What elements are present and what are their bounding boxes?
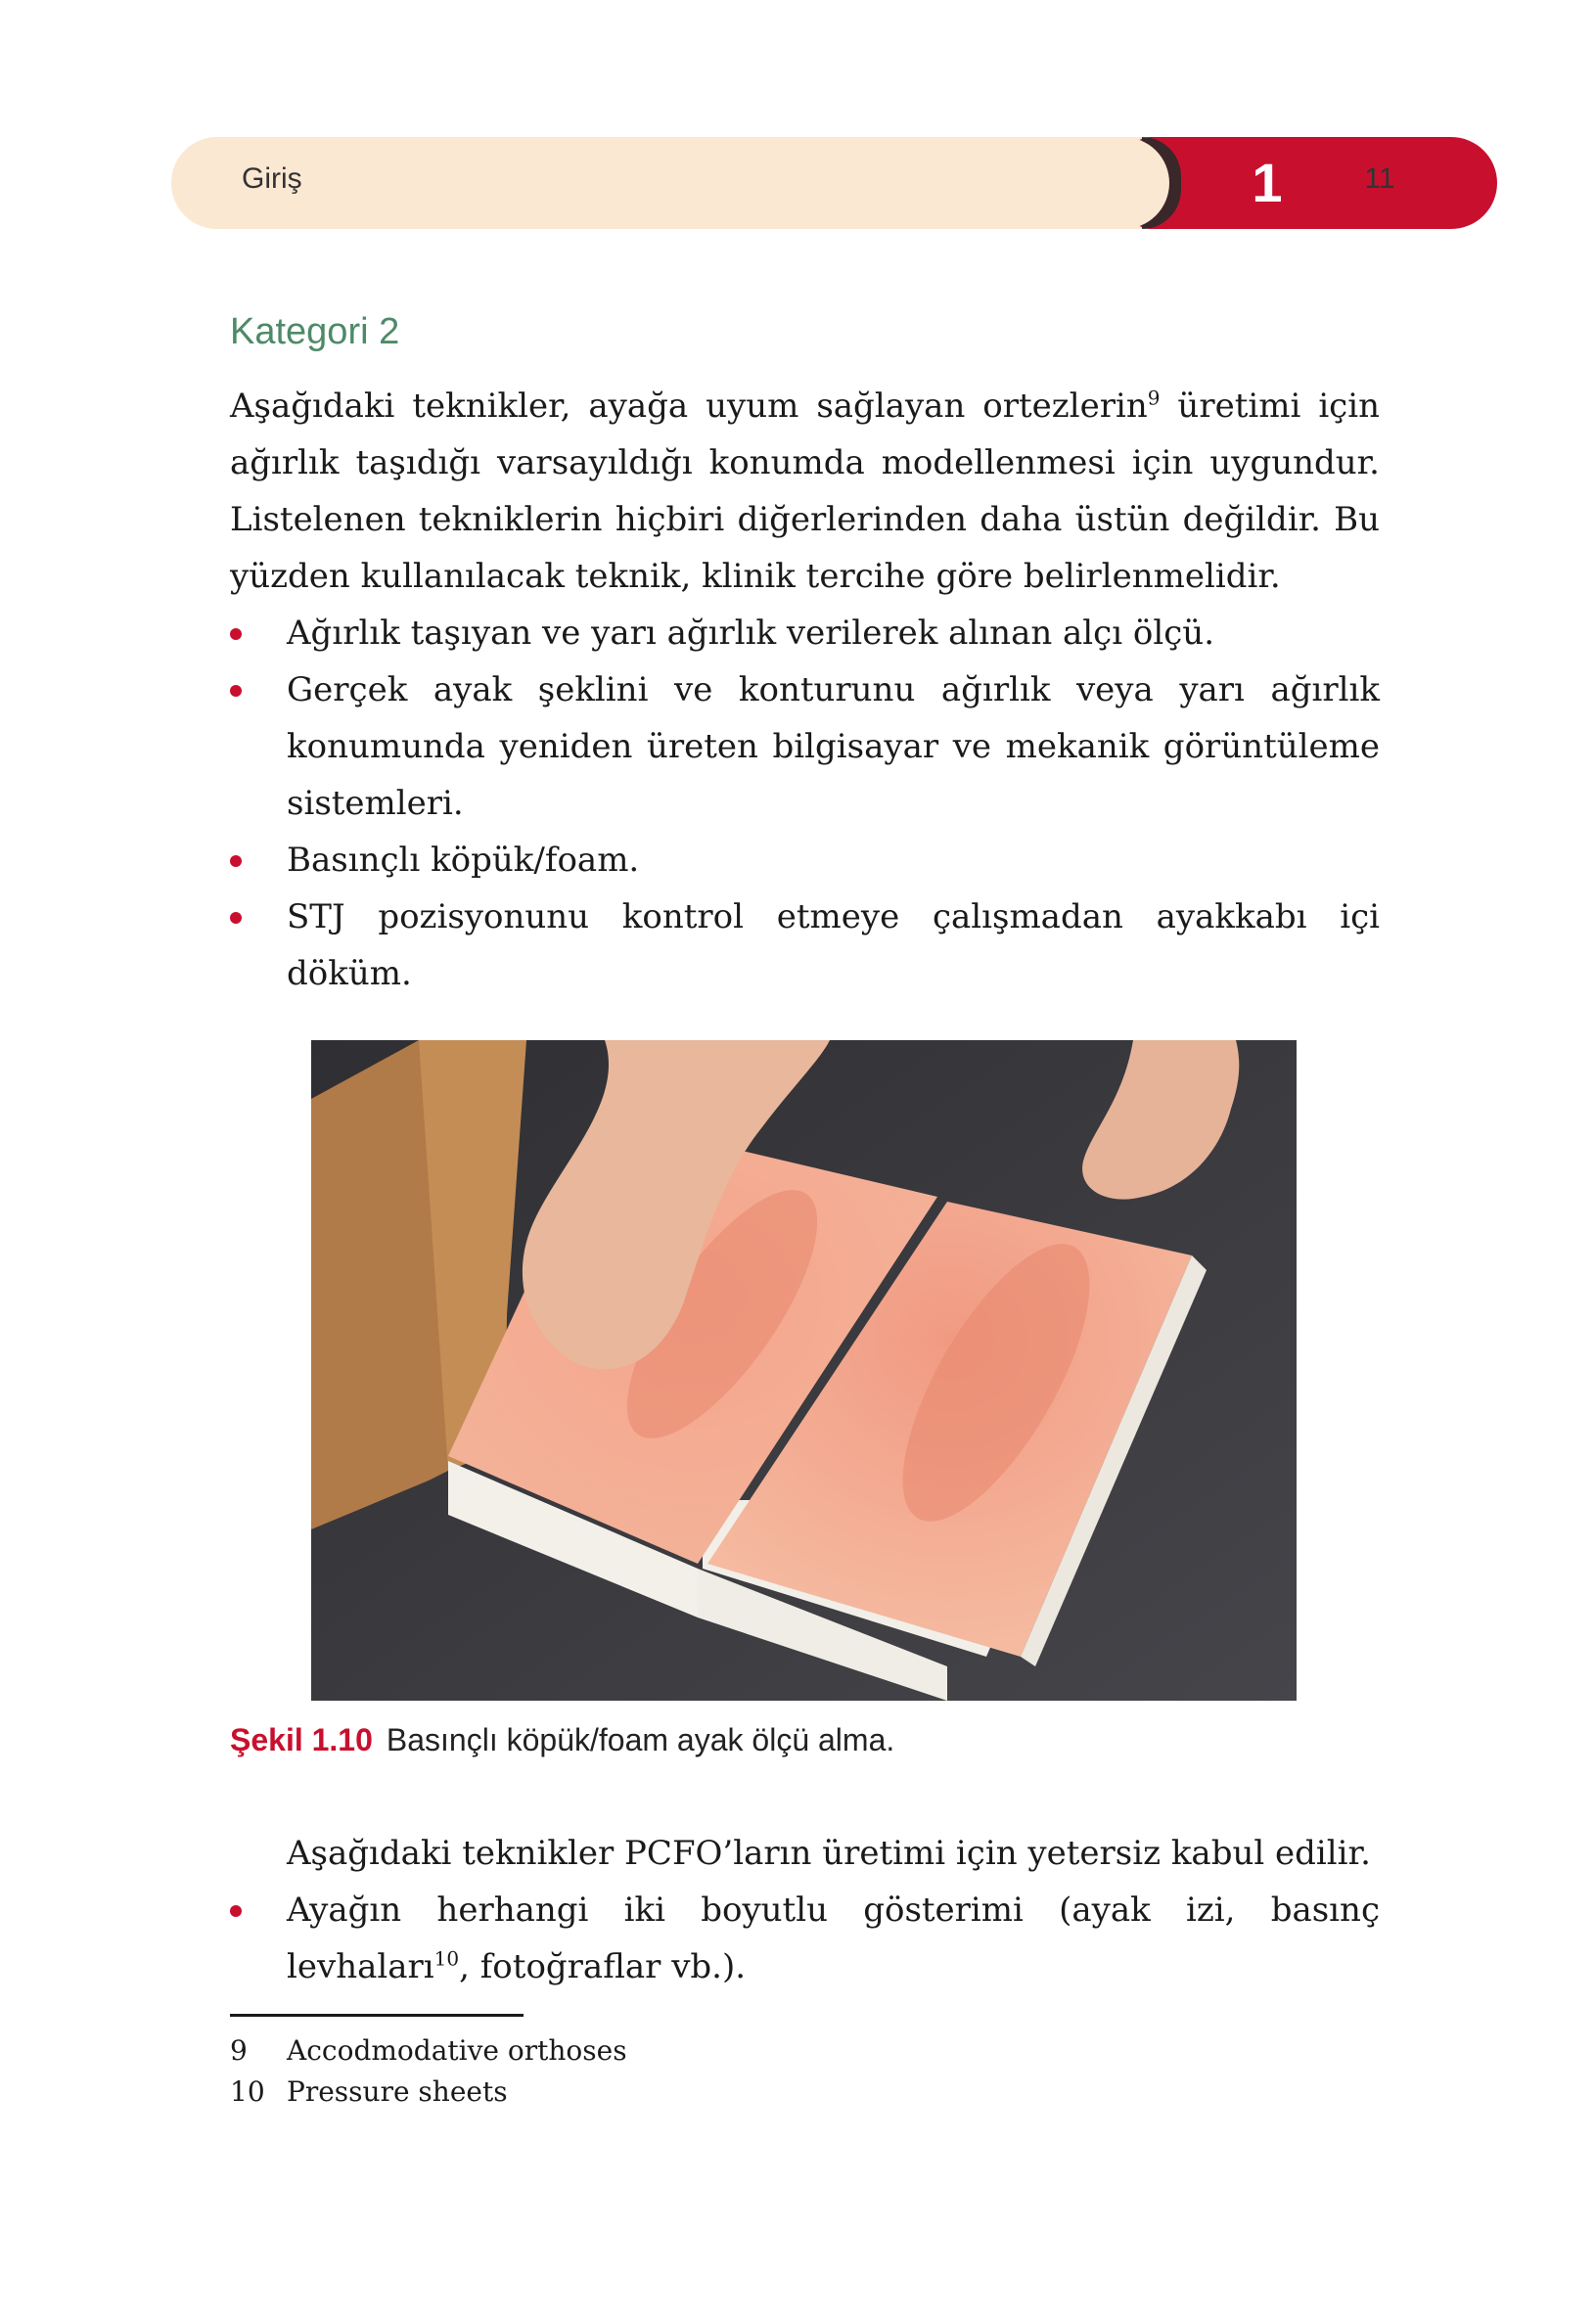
list-item-text: STJ pozisyonunu kontrol etmeye çalışmadan ayakkabı içi döküm.: [287, 897, 1380, 993]
footnote-ref-10: 10: [433, 1946, 460, 1971]
list-item-text: Gerçek ayak şeklini ve konturunu ağırlık veya yarı ağırlık konumunda yeniden üreten bilgisayar ve mekanik görüntüleme sistemleri.: [287, 670, 1380, 823]
page-number: 11: [1364, 162, 1395, 195]
paragraph-1: [230, 378, 1380, 605]
bullet-icon: [230, 628, 242, 640]
paragraph-1-part-2: üretimi için ağırlık taşıdığı varsayıldığı konumda modellenmesi için uygundur. Listelenen tekniklerin hiçbiri diğerlerinden daha üstün değildir. Bu yüzden kullanılacak teknik, klinik tercihe göre belirlenmelidir.: [230, 387, 1381, 596]
list-item: [230, 1882, 1380, 1995]
bullet-icon: [230, 1905, 242, 1917]
header-band-cover: [171, 137, 1169, 229]
list-item-text: Basınçlı köpük/foam.: [287, 841, 640, 880]
figure-label: Şekil 1.10: [230, 1722, 373, 1757]
foam-impression-photo: [311, 1040, 1297, 1701]
footnote-divider: [230, 2014, 524, 2017]
paragraph-1-part-1: Aşağıdaki teknikler, ayağa uyum sağlayan ortezlerin: [230, 387, 1148, 426]
paragraph-2: Aşağıdaki teknikler PCFO’ların üretimi için yetersiz kabul edilir.: [287, 1834, 1371, 1873]
footnote-text: Pressure sheets: [287, 2075, 508, 2108]
footnote: [230, 2030, 627, 2072]
bullet-icon: [230, 855, 242, 867]
bullet-list-1: [230, 605, 1380, 1002]
chapter-number: 1: [1252, 152, 1283, 213]
bullet-icon: [230, 912, 242, 924]
figure-caption: [230, 1722, 894, 1758]
list-item: [230, 832, 1380, 889]
bullet-list-2: [230, 1882, 1380, 1995]
list-item: [230, 605, 1380, 661]
page-header: [171, 137, 1443, 229]
footnote-number: 10: [230, 2075, 265, 2108]
list-item-text: Ağırlık taşıyan ve yarı ağırlık verilerek alınan alçı ölçü.: [287, 614, 1214, 653]
chapter-tab: [1130, 137, 1497, 229]
footnotes: [230, 2030, 627, 2113]
bullet-icon: [230, 685, 242, 697]
figure-photo: [311, 1040, 1297, 1701]
footnote-ref-9: 9: [1147, 386, 1161, 410]
list-item-text-part-1: Ayağın herhangi iki boyutlu gösterimi (ayak izi, basınç levhaları: [287, 1891, 1380, 1986]
list-item: [230, 889, 1380, 1002]
footnote-text: Accodmodative orthoses: [287, 2034, 627, 2067]
list-item-text-part-2: , fotoğraflar vb.).: [459, 1947, 747, 1986]
running-head: Giriş: [242, 162, 302, 195]
list-item: [230, 661, 1380, 832]
footnote: [230, 2072, 627, 2113]
section-heading: Kategori 2: [230, 311, 400, 352]
figure-caption-text: Basınçlı köpük/foam ayak ölçü alma.: [386, 1722, 895, 1757]
footnote-number: 9: [230, 2034, 248, 2067]
